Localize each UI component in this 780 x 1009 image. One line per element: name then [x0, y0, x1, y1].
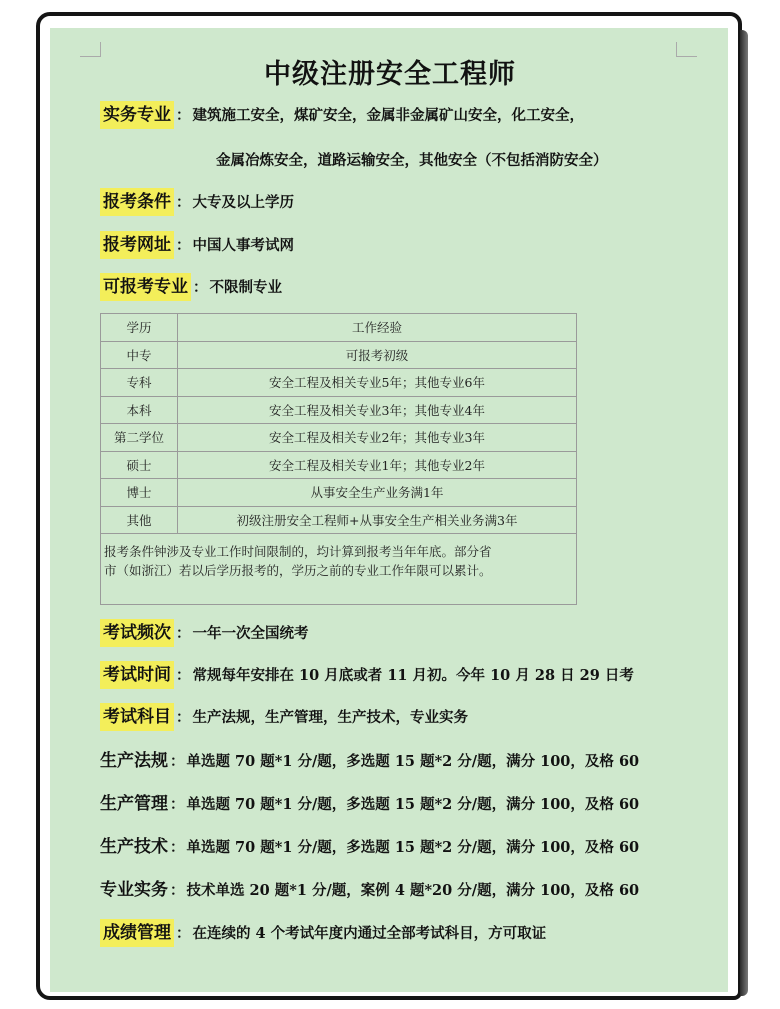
table-row: [101, 396, 577, 424]
table-row: [101, 451, 577, 479]
table-note-row: [101, 534, 577, 605]
major-line2: 金属冶炼安全，道路运输安全，其他安全（不包括消防安全）: [216, 152, 608, 169]
subjects-row: 考试科目 ： 生产法规，生产管理，生产技术，专业实务: [100, 703, 468, 731]
page-title: 中级注册安全工程师: [264, 59, 516, 90]
conditions-row: 报考条件 ： 大专及以上学历: [100, 188, 294, 216]
practice-value: 技术单选 20 题*1 分/题，案例 4 题*20 分/题，满分 100，及格 60: [186, 882, 640, 899]
table-note-line2: 市（如浙江）若以后学历报考的，学历之前的专业工作年限可以累计。: [104, 563, 492, 578]
practice-label: 专业实务: [100, 880, 168, 900]
table-cell-experience: 从事安全生产业务满1年: [178, 479, 577, 507]
eligible-label: 可报考专业: [100, 273, 191, 301]
scores-label: 成绩管理: [100, 919, 174, 947]
law-row: 生产法规 ： 单选题 70 题*1 分/题，多选题 15 题*2 分/题，满分 100，及格 60: [100, 747, 639, 775]
table-row: [101, 369, 577, 397]
law-label: 生产法规: [100, 751, 168, 771]
table-header-cell: 学历: [101, 314, 178, 342]
table-header-cell: 工作经验: [178, 314, 577, 342]
website-row: 报考网址 ： 中国人事考试网: [100, 231, 294, 259]
table-row: [101, 424, 577, 452]
table-cell-experience: 安全工程及相关专业2年；其他专业3年: [178, 424, 577, 452]
table-cell-experience: 安全工程及相关专业3年；其他专业4年: [178, 396, 577, 424]
table-cell-experience: 安全工程及相关专业1年；其他专业2年: [178, 451, 577, 479]
eligible-row: 可报考专业 ： 不限制专业: [100, 273, 282, 301]
table-cell-degree: 本科: [101, 396, 178, 424]
scores-value: 在连续的 4 个考试年度内通过全部考试科目，方可取证: [192, 925, 547, 942]
table-row: [101, 479, 577, 507]
table-cell-degree: 专科: [101, 369, 178, 397]
table-cell-experience: 初级注册安全工程师+从事安全生产相关业务满3年: [178, 506, 577, 534]
subjects-label: 考试科目: [100, 703, 174, 731]
conditions-value: 大专及以上学历: [192, 194, 294, 211]
exam-time-value: 常规每年安排在 10 月底或者 11 月初。今年 10 月 28 日 29 日考: [192, 667, 634, 684]
management-row: 生产管理 ： 单选题 70 题*1 分/题，多选题 15 题*2 分/题，满分 100，及格 60: [100, 790, 639, 818]
major-line1: 建筑施工安全，煤矿安全，金属非金属矿山安全，化工安全，: [192, 107, 584, 124]
website-label: 报考网址: [100, 231, 174, 259]
table-row: [101, 341, 577, 369]
scores-row: 成绩管理 ： 在连续的 4 个考试年度内通过全部考试科目，方可取证: [100, 919, 546, 947]
technology-row: 生产技术 ： 单选题 70 题*1 分/题，多选题 15 题*2 分/题，满分 100，及格 60: [100, 833, 639, 861]
frame-shadow: [740, 30, 748, 996]
major-row: 实务专业 ： 建筑施工安全，煤矿安全，金属非金属矿山安全，化工安全，: [100, 101, 584, 129]
table-cell-experience: 可报考初级: [178, 341, 577, 369]
major-label: 实务专业: [100, 101, 174, 129]
conditions-label: 报考条件: [100, 188, 174, 216]
table-cell-degree: 第二学位: [101, 424, 178, 452]
table-note-line1: 报考条件钟涉及专业工作时间限制的，均计算到报考当年年底。部分省: [104, 544, 492, 559]
management-label: 生产管理: [100, 794, 168, 814]
practice-row: 专业实务 ： 技术单选 20 题*1 分/题，案例 4 题*20 分/题，满分 100，及格 60: [100, 876, 639, 904]
exam-time-label: 考试时间: [100, 661, 174, 689]
frequency-value: 一年一次全国统考: [192, 625, 309, 642]
table-cell-degree: 博士: [101, 479, 178, 507]
subjects-value: 生产法规，生产管理，生产技术，专业实务: [192, 709, 468, 726]
requirements-table: [100, 313, 577, 605]
table-header-row: [101, 314, 577, 342]
eligible-value: 不限制专业: [209, 279, 282, 296]
management-value: 单选题 70 题*1 分/题，多选题 15 题*2 分/题，满分 100，及格 60: [186, 796, 640, 813]
table-cell-degree: 中专: [101, 341, 178, 369]
table-cell-experience: 安全工程及相关专业5年；其他专业6年: [178, 369, 577, 397]
table-cell-degree: 其他: [101, 506, 178, 534]
frequency-row: 考试频次 ： 一年一次全国统考: [100, 619, 309, 647]
exam-time-row: 考试时间 ： 常规每年安排在 10 月底或者 11 月初。今年 10 月 28 日 29 日考: [100, 661, 634, 689]
table-cell-degree: 硕士: [101, 451, 178, 479]
table-row: [101, 506, 577, 534]
frequency-label: 考试频次: [100, 619, 174, 647]
website-value: 中国人事考试网: [192, 237, 294, 254]
technology-value: 单选题 70 题*1 分/题，多选题 15 题*2 分/题，满分 100，及格 60: [186, 839, 640, 856]
table-note: [101, 534, 577, 605]
law-value: 单选题 70 题*1 分/题，多选题 15 题*2 分/题，满分 100，及格 60: [186, 753, 640, 770]
technology-label: 生产技术: [100, 837, 168, 857]
